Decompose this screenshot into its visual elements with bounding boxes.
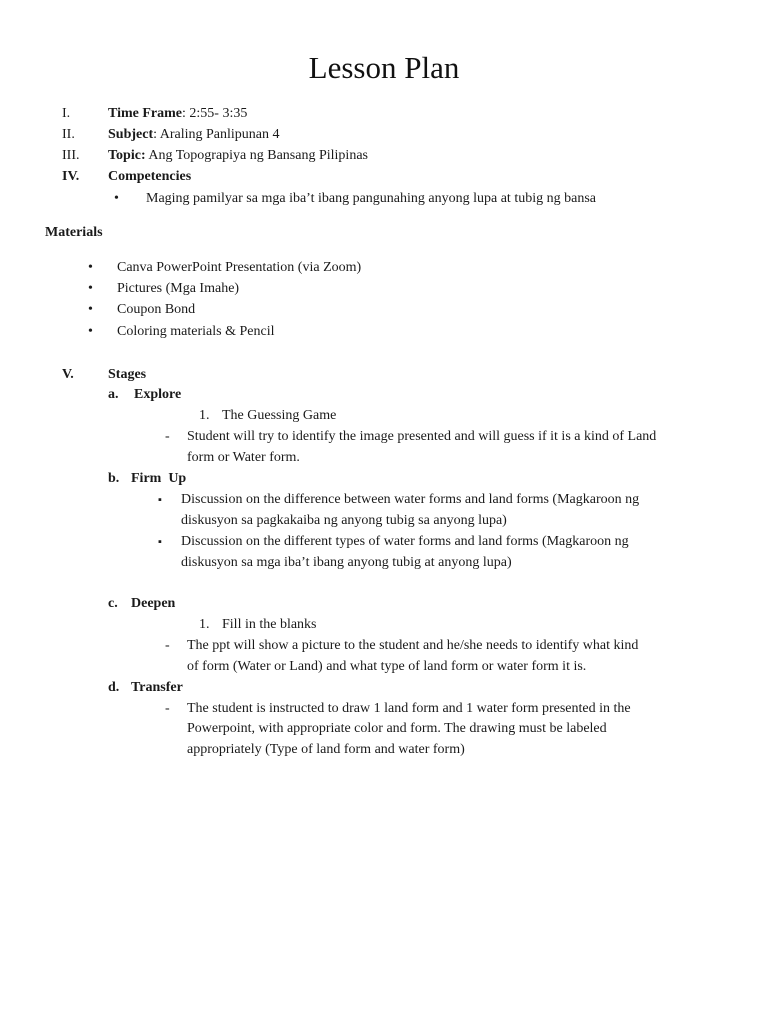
time-frame-value: 2:55- 3:35 xyxy=(189,106,248,121)
deepen-heading: Deepen xyxy=(131,596,176,611)
transfer-text-line-1: The student is instructed to draw 1 land form and 1 water form presented in the xyxy=(187,701,631,716)
topic-line xyxy=(108,146,368,166)
subject-value: Araling Panlipunan 4 xyxy=(159,127,280,142)
materials-heading: Materials xyxy=(45,225,103,240)
explore-heading: Explore xyxy=(134,387,182,402)
materials-item: Coloring materials & Pencil xyxy=(117,324,275,339)
firm-up-item-1-line-2: diskusyon sa pagkakaiba ng anyong tubig sa anyong lupa) xyxy=(181,513,507,528)
explore-text-line-2: form or Water form. xyxy=(187,450,300,465)
firm-up-item-1-line-1: Discussion on the difference between water forms and land forms (Magkaroon ng xyxy=(181,492,640,507)
stage-letter-c: c. xyxy=(108,596,118,611)
deepen-dash: - xyxy=(165,638,170,653)
subject-line xyxy=(108,125,280,145)
materials-bullet: • xyxy=(88,324,93,339)
materials-bullet: • xyxy=(88,302,93,317)
transfer-text-line-2: Powerpoint, with appropriate color and form. The drawing must be labeled xyxy=(187,721,607,736)
deepen-sub-number: 1. xyxy=(199,617,210,632)
firm-up-item-2-line-2: diskusyon sa mga iba’t ibang anyong tubig at anyong lupa) xyxy=(181,555,512,570)
materials-item: Canva PowerPoint Presentation (via Zoom) xyxy=(117,260,362,275)
firm-up-bullet: ▪ xyxy=(158,536,162,548)
time-frame-line xyxy=(108,104,247,124)
stage-letter-d: d. xyxy=(108,680,120,695)
materials-item: Coupon Bond xyxy=(117,302,196,317)
subject-label: Subject xyxy=(108,127,154,142)
stage-letter-a: a. xyxy=(108,387,119,402)
time-frame-sep: : xyxy=(182,106,190,121)
item-number-iv: IV. xyxy=(62,169,80,184)
deepen-activity-title: Fill in the blanks xyxy=(222,617,317,632)
materials-item: Pictures (Mga Imahe) xyxy=(117,281,240,296)
item-number-ii: II. xyxy=(62,127,75,142)
stage-letter-b: b. xyxy=(108,471,120,486)
item-number-iii: III. xyxy=(62,148,80,163)
transfer-text-line-3: appropriately (Type of land form and water form) xyxy=(187,742,465,757)
firm-up-item-2-line-1: Discussion on the different types of water forms and land forms (Magkaroon ng xyxy=(181,534,629,549)
explore-activity-title: The Guessing Game xyxy=(222,408,337,423)
item-number-v: V. xyxy=(62,367,74,382)
item-number-i: I. xyxy=(62,106,71,121)
deepen-text-line-1: The ppt will show a picture to the student and he/she needs to identify what kind xyxy=(187,638,639,653)
materials-bullet: • xyxy=(88,281,93,296)
topic-label: Topic: xyxy=(108,148,146,163)
explore-dash: - xyxy=(165,429,170,444)
transfer-dash: - xyxy=(165,701,170,716)
topic-value: Ang Topograpiya ng Bansang Pilipinas xyxy=(148,148,368,163)
materials-bullet: • xyxy=(88,260,93,275)
competencies-heading: Competencies xyxy=(108,169,192,184)
competency-bullet: • xyxy=(114,191,119,206)
competency-item: Maging pamilyar sa mga iba’t ibang pangunahing anyong lupa at tubig ng bansa xyxy=(146,191,596,206)
deepen-text-line-2: of form (Water or Land) and what type of land form or water form it is. xyxy=(187,659,587,674)
transfer-heading: Transfer xyxy=(131,680,183,695)
explore-sub-number: 1. xyxy=(199,408,210,423)
explore-text-line-1: Student will try to identify the image presented and will guess if it is a kind of Land xyxy=(187,429,657,444)
time-frame-label: Time Frame xyxy=(108,106,182,121)
firm-up-bullet: ▪ xyxy=(158,494,162,506)
stages-heading: Stages xyxy=(108,367,147,382)
firm-up-heading: Firm Up xyxy=(131,471,187,486)
page-title: Lesson Plan xyxy=(308,50,460,85)
subject-sep: : xyxy=(153,127,160,142)
